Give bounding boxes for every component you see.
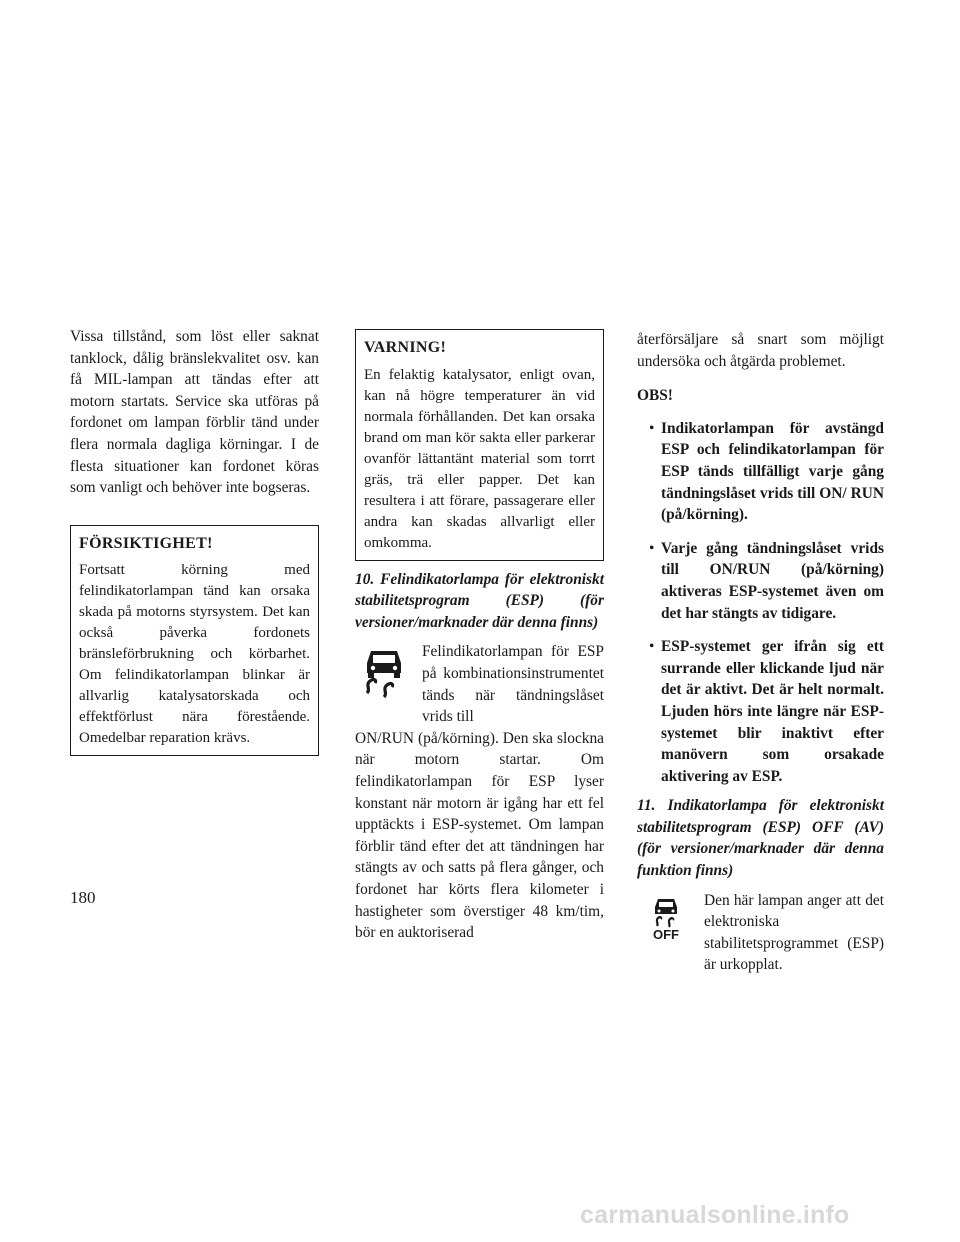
esp-off-row bbox=[637, 890, 884, 976]
bullet-item: • Indikatorlampan för avstängd ESP och felindikatorlampan för ESP tänds tillfälligt varje gång tändningslåset vrids till ON/ RUN (på/körning). bbox=[637, 418, 884, 526]
obs-bullet-list bbox=[637, 418, 884, 788]
section-10-para-a: Felindikatorlampan för ESP på kombinationsinstrumentet tänds när tändningslåset vrids till bbox=[422, 643, 604, 726]
bullet-item: • ESP-systemet ger ifrån sig ett surrande eller klickande ljud när det är aktivt. Det är helt normalt. Ljuden hörs inte längre när ESP-systemet blir inaktivt efter manövern som orsakade aktivering av ESP. bbox=[637, 636, 884, 787]
column-left bbox=[70, 326, 319, 756]
page-number: 180 bbox=[70, 888, 96, 907]
section-10-heading: 10. Felindikatorlampa för elektroniskt stabilitetsprogram (ESP) (för versioner/marknader där denna finns) bbox=[355, 570, 604, 631]
obs-label: OBS! bbox=[637, 387, 673, 405]
watermark: carmanualsonline.info bbox=[580, 1201, 850, 1229]
warning-text: En felaktig katalysator, enligt ovan, kan nå högre temperaturer än vid normala förhållanden. Det kan orsaka brand om man kör sakta eller parkerar ovanför lättantänt material som torrt gräs, trä eller papper. Det kan resultera i att förare, passagerare eller andra kan skadas allvarligt eller omkomma. bbox=[364, 366, 595, 551]
caution-title: FÖRSIKTIGHET! bbox=[79, 534, 213, 552]
continued-paragraph: återförsäljare så snart som möjligt undersöka och åtgärda problemet. bbox=[637, 331, 884, 370]
column-right bbox=[637, 329, 884, 976]
column-middle bbox=[355, 329, 604, 944]
esp-fault-row bbox=[355, 641, 604, 727]
section-11-para: Den här lampan anger att det elektroniska stabilitetsprogrammet (ESP) är urkopplat. bbox=[704, 891, 884, 974]
intro-paragraph: Vissa tillstånd, som löst eller saknat tanklock, dålig bränslekvalitet osv. kan få MIL-lampan att tändas efter att motorn startats. Service ska utföras på fordonet om lampan förblir tänd under flera normala dagliga körningar. I de flesta situationer kan fordonet köras som vanligt och behöver inte bogseras. bbox=[70, 328, 319, 497]
warning-title: VARNING! bbox=[364, 339, 447, 356]
warning-box bbox=[355, 329, 604, 561]
caution-text: Fortsatt körning med felindikatorlampan tänd kan orsaka skada på motorns styrsystem. Det kan också påverka fordonets bränsleförbrukning och körbarhet. Om felindikatorlampan blinkar är allvarlig katalysatorskada och effektförlust nära förestående. Omedelbar reparation krävs. bbox=[79, 562, 310, 747]
bullet-item: • Varje gång tändningslåset vrids till ON/RUN (på/körning) aktiveras ESP-systemet även om det har stängts av tidigare. bbox=[637, 538, 884, 624]
caution-box bbox=[70, 525, 319, 757]
esp-fault-icon bbox=[361, 645, 407, 699]
section-10-para-b: ON/RUN (på/körning). Den ska slockna när motorn startar. Om felindikatorlampan för ESP lyser konstant när motorn är igång har ett fel upptäckts i ESP-systemet. Om lampan förblir tänd efter det att tändningen har stängts av och satts på flera gånger, och fordonet har körts flera kilometer i hastigheter som överstiger 48 km/tim, bör en auktoriserad bbox=[355, 729, 604, 942]
off-label: OFF bbox=[653, 926, 679, 942]
section-11-heading: 11. Indikatorlampa för elektroniskt stabilitetsprogram (ESP) OFF (AV) (för versioner/marknader där denna funktion finns) bbox=[637, 797, 884, 880]
